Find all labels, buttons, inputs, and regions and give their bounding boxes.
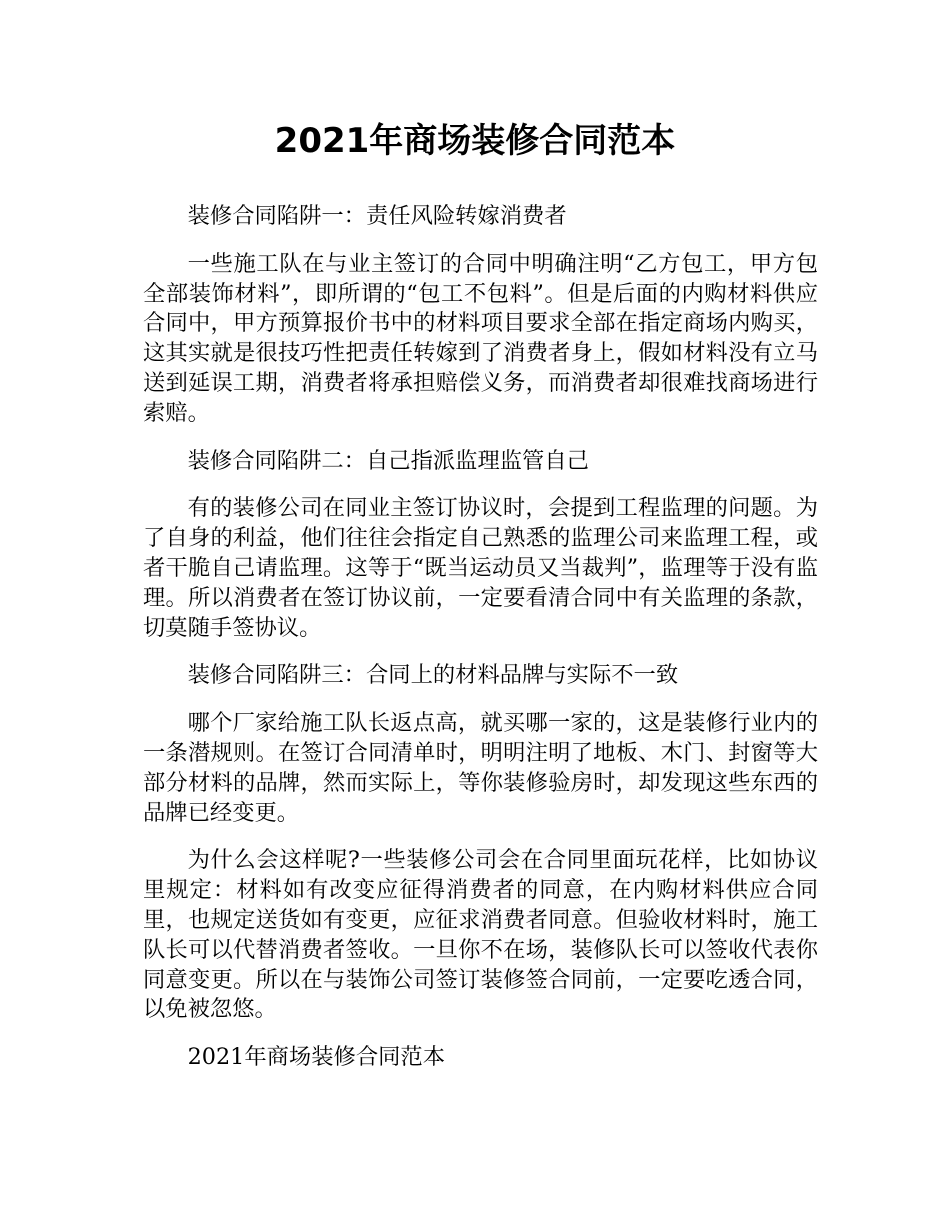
- paragraph-4: 为什么会这样呢?一些装修公司会在合同里面玩花样，比如协议里规定：材料如有改变应征得消费者的同意，在内购材料供应合同里，也规定送货如有变更，应征求消费者同意。但验收材料时，施工队长可以代替消费者签收。一旦你不在场，装修队长可以签收代表你同意变更。所以在与装饰公司签订装修签合同前，一定要吃透合同，以免被忽悠。: [143, 847, 818, 1023]
- closing-line: 2021年商场装修合同范本: [187, 1044, 446, 1071]
- section-heading-2: 装修合同陷阱二：自己指派监理监管自己: [187, 447, 589, 474]
- section-heading-3: 装修合同陷阱三：合同上的材料品牌与实际不一致: [187, 662, 679, 689]
- document-title: 2021年商场装修合同范本: [274, 121, 676, 161]
- paragraph-1: 一些施工队在与业主签订的合同中明确注明“乙方包工，甲方包全部装饰材料”，即所谓的“包工不包料”。但是后面的内购材料供应合同中，甲方预算报价书中的材料项目要求全部在指定商场内购买，这其实就是很技巧性把责任转嫁到了消费者身上，假如材料没有立马送到延误工期，消费者将承担赔偿义务，而消费者却很难找商场进行索赔。: [143, 250, 818, 426]
- section-heading-1: 装修合同陷阱一：责任风险转嫁消费者: [187, 203, 567, 229]
- paragraph-3: 哪个厂家给施工队长返点高，就买哪一家的，这是装修行业内的一条潜规则。在签订合同清单时，明明注明了地板、木门、封窗等大部分材料的品牌，然而实际上，等你装修验房时，却发现这些东西的品牌已经变更。: [143, 710, 818, 826]
- paragraph-2: 有的装修公司在同业主签订协议时，会提到工程监理的问题。为了自身的利益，他们往往会指定自己熟悉的监理公司来监理工程，或者干脆自己请监理。这等于“既当运动员又当裁判”，监理等于没有监理。所以消费者在签订协议前，一定要看清合同中有关监理的条款，切莫随手签协议。: [143, 495, 818, 641]
- document-body: [143, 202, 818, 1091]
